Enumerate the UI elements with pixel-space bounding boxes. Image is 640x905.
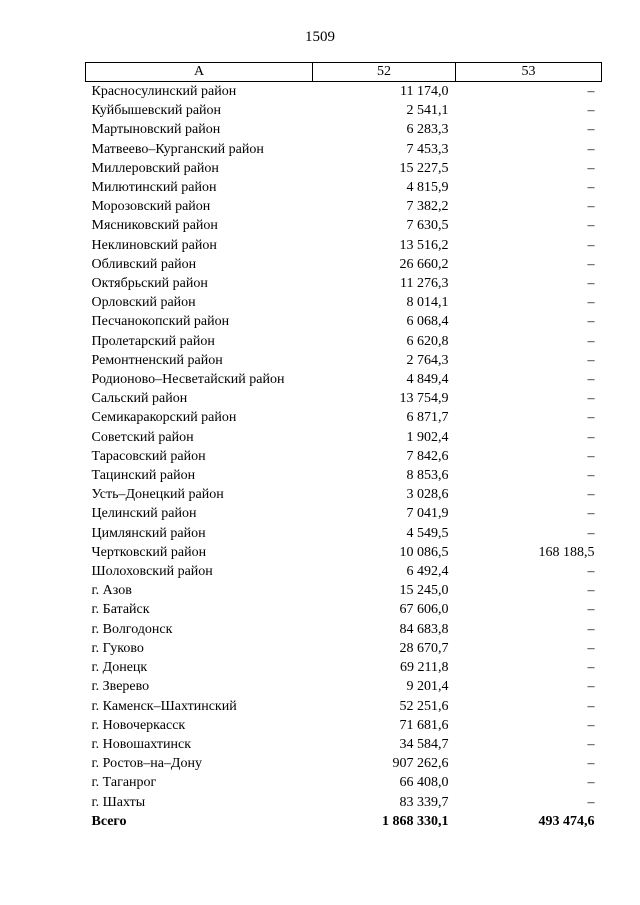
value-52-cell: 7 842,6 [406,448,449,464]
value-53-cell: – [587,525,595,541]
district-name-cell: Красносулинский район [91,84,237,99]
district-name-cell: г. Зверево [91,679,150,695]
value-53-cell: – [587,602,595,618]
table-row [86,274,602,293]
value-53-cell: – [587,295,595,311]
table-row [86,120,602,139]
value-53-cell: – [587,717,595,733]
total-row [86,812,602,831]
value-52-cell: 10 086,5 [399,544,449,560]
value-52-cell: 6 492,4 [406,564,449,580]
value-53-cell: – [587,199,595,215]
table-row [86,140,602,159]
table-row [86,216,602,235]
value-53-cell: – [587,122,595,138]
value-52-cell: 7 041,9 [406,506,449,522]
district-name-cell: Цимлянский район [91,525,206,541]
district-name-cell: Мясниковский район [91,218,218,234]
column-header-53: 53 [456,63,602,82]
value-52-cell: 15 227,5 [399,160,449,176]
district-name-cell: г. Волгодонск [91,621,173,637]
table-row [86,716,602,735]
district-name-cell: Милютинский район [91,180,217,196]
district-name-cell: г. Батайск [91,602,150,618]
value-52-cell: 1 868 330,1 [382,813,449,829]
value-52-cell: 907 262,6 [392,756,449,772]
district-name-cell: Семикаракорский район [91,410,237,426]
value-52-cell: 52 251,6 [399,698,449,714]
value-52-cell: 4 815,9 [406,180,449,196]
value-52-cell: 2 764,3 [406,352,449,368]
value-53-cell: – [587,218,595,234]
value-52-cell: 26 660,2 [399,256,449,272]
district-name-cell: Целинский район [91,506,197,522]
table-row [86,793,602,812]
table-row [86,773,602,792]
district-name-cell: г. Таганрог [91,775,157,791]
district-name-cell: Чертковский район [91,544,207,560]
column-header-52: 52 [313,63,456,82]
value-52-cell: 84 683,8 [399,621,449,637]
table-row [86,332,602,351]
value-53-cell: 168 188,5 [538,544,595,560]
value-52-cell: 66 408,0 [399,775,449,791]
value-52-cell: 8 014,1 [406,295,449,311]
table-row [86,620,602,639]
value-52-cell: 67 606,0 [399,602,449,618]
table-row [86,543,602,562]
value-53-cell: – [587,583,595,599]
value-53-cell: – [587,276,595,292]
value-53-cell: – [587,506,595,522]
district-name-cell: Шолоховский район [91,564,213,580]
district-name-cell: Пролетарский район [91,333,215,349]
district-name-cell: Сальский район [91,391,188,407]
value-53-cell: – [587,698,595,714]
value-53-cell: – [587,84,595,99]
district-name-cell: г. Шахты [91,794,146,810]
district-name-cell: Неклиновский район [91,237,217,253]
value-53-cell: – [587,180,595,196]
table-row [86,562,602,581]
table-row [86,524,602,543]
value-52-cell: 83 339,7 [399,794,449,810]
table-row [86,485,602,504]
district-name-cell: Морозовский район [91,199,211,215]
value-53-cell: – [587,160,595,176]
district-name-cell: Всего [91,813,127,829]
table-row [86,735,602,754]
value-53-cell: 493 474,6 [538,813,595,829]
district-name-cell: г. Каменск–Шахтинский [91,698,237,714]
value-53-cell: – [587,410,595,426]
value-52-cell: 6 620,8 [406,333,449,349]
table-row [86,697,602,716]
value-53-cell: – [587,679,595,695]
value-52-cell: 9 201,4 [406,679,449,695]
district-name-cell: Усть–Донецкий район [91,487,224,503]
district-name-cell: Обливский район [91,256,197,272]
value-53-cell: – [587,775,595,791]
value-52-cell: 71 681,6 [399,717,449,733]
district-name-cell: Матвеево–Курганский район [91,141,264,157]
value-53-cell: – [587,141,595,157]
district-name-cell: Куйбышевский район [91,103,222,119]
value-52-cell: 13 516,2 [399,237,449,253]
value-53-cell: – [587,756,595,772]
value-53-cell: – [587,314,595,330]
value-52-cell: 6 871,7 [406,410,449,426]
table-row [86,504,602,523]
table-body [86,82,602,831]
budget-table [85,62,602,831]
value-53-cell: – [587,621,595,637]
value-52-cell: 1 902,4 [406,429,449,445]
value-52-cell: 6 283,3 [406,122,449,138]
value-53-cell: – [587,660,595,676]
district-name-cell: Родионово–Несветайский район [91,372,285,388]
table-row [86,447,602,466]
value-52-cell: 34 584,7 [399,736,449,752]
table-row [86,370,602,389]
value-53-cell: – [587,736,595,752]
value-52-cell: 3 028,6 [406,487,449,503]
table-row [86,581,602,600]
district-name-cell: г. Гуково [91,640,144,656]
table-row [86,197,602,216]
table-row [86,677,602,696]
value-52-cell: 4 849,4 [406,372,449,388]
table-row [86,351,602,370]
district-name-cell: г. Новочеркасск [91,717,186,733]
value-53-cell: – [587,237,595,253]
value-52-cell: 11 174,0 [400,84,449,99]
value-53-cell: – [587,640,595,656]
district-name-cell: Тарасовский район [91,448,206,464]
table-row [86,600,602,619]
table-row [86,389,602,408]
value-53-cell: – [587,372,595,388]
table-row [86,236,602,255]
value-53-cell: – [587,468,595,484]
value-52-cell: 7 382,2 [406,199,449,215]
district-name-cell: Мартыновский район [91,122,221,138]
table-row [86,754,602,773]
value-53-cell: – [587,391,595,407]
district-name-cell: г. Азов [91,583,132,599]
table-row [86,101,602,120]
table-header [86,63,602,82]
table-row [86,408,602,427]
value-52-cell: 11 276,3 [400,276,449,292]
district-name-cell: Тацинский район [91,468,196,484]
district-name-cell: г. Ростов–на–Дону [91,756,202,772]
district-name-cell: Советский район [91,429,194,445]
district-name-cell: Песчанокопский район [91,314,230,330]
value-53-cell: – [587,103,595,119]
value-52-cell: 8 853,6 [406,468,449,484]
table-row [86,658,602,677]
value-53-cell: – [587,564,595,580]
table-row [86,293,602,312]
value-52-cell: 2 541,1 [406,103,449,119]
value-53-cell: – [587,256,595,272]
table-row [86,639,602,658]
column-header-a: A [86,63,313,82]
value-52-cell: 13 754,9 [399,391,449,407]
district-name-cell: Ремонтненский район [91,352,223,368]
value-53-cell: – [587,352,595,368]
table-row [86,428,602,447]
value-53-cell: – [587,448,595,464]
table-row [86,466,602,485]
value-53-cell: – [587,429,595,445]
value-53-cell: – [587,487,595,503]
table-row [86,178,602,197]
table-row [86,159,602,178]
table-row [86,255,602,274]
table-row [86,82,602,102]
value-52-cell: 7 630,5 [406,218,449,234]
value-53-cell: – [587,333,595,349]
district-name-cell: Октябрьский район [91,276,208,292]
district-name-cell: Миллеровский район [91,160,219,176]
value-52-cell: 6 068,4 [406,314,449,330]
value-53-cell: – [587,794,595,810]
district-name-cell: г. Новошахтинск [91,736,192,752]
value-52-cell: 15 245,0 [399,583,449,599]
value-52-cell: 7 453,3 [406,141,449,157]
value-52-cell: 69 211,8 [400,660,449,676]
district-name-cell: Орловский район [91,295,196,311]
value-52-cell: 4 549,5 [406,525,449,541]
page-number: 1509 [305,29,335,45]
table-row [86,312,602,331]
value-52-cell: 28 670,7 [399,640,449,656]
district-name-cell: г. Донецк [91,660,148,676]
